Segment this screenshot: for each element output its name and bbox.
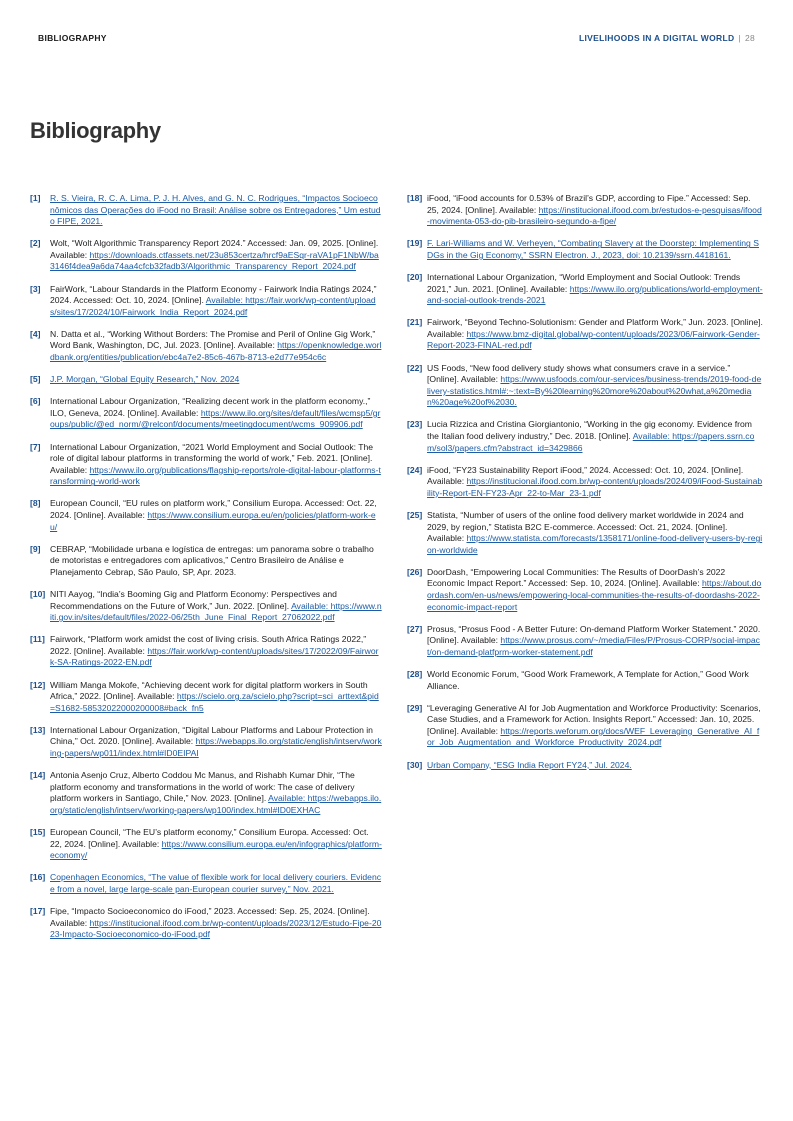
reference-entry (30, 872, 382, 895)
reference-number: [14] (30, 770, 46, 781)
reference-number: [28] (407, 669, 423, 679)
references-right-column (407, 193, 763, 782)
reference-text: Fipe, “Impacto Socioeconomico do iFood,” 2023. Accessed: Sep. 25, 2024. [Online]. Available: (50, 905, 370, 928)
reference-number: [21] (407, 317, 423, 328)
reference-body (50, 680, 382, 715)
reference-link[interactable]: Copenhagen Economics, “The value of flexible work for local delivery couriers. Evidence from a novel, large large-scale pan-European courier survey,” Nov. 2021. (50, 872, 382, 894)
reference-text: US Foods, “New food delivery study shows what consumers crave in a service.” [Online]. Available: (427, 362, 731, 385)
reference-number: [12] (30, 679, 46, 690)
reference-link[interactable]: F. Lari-Williams and W. Verheyen, “Combating Slavery at the Doorstep: Implementing SDGs in the Gig Economy,” SSRN Electron. J., 2023, doi: 10.2139/ssrn.4418161. (427, 238, 759, 260)
reference-body (427, 567, 763, 613)
reference-number: [27] (407, 623, 423, 634)
reference-entry (30, 770, 382, 816)
reference-number: [2] (30, 238, 41, 249)
running-header-right (579, 33, 755, 43)
reference-body (50, 770, 382, 816)
reference-link[interactable]: https://www.ilo.org/publications/world-employment-and-social-outlook-trends-2021 (427, 283, 763, 306)
reference-body (50, 442, 382, 488)
reference-entry (30, 589, 382, 624)
reference-text: Lucia Rizzica and Cristina Giorgiantonio, “Working in the gig economy. Evidence from the Italian food delivery industry,” Dec. 2018. [Online]. (427, 419, 752, 441)
reference-link[interactable]: https://www.ilo.org/publications/flagship-reports/role-digital-labour-platforms-transforming-world-work (50, 464, 381, 487)
reference-body (50, 374, 382, 386)
reference-link[interactable]: https://www.ilo.org/sites/default/files/wcmsp5/groups/public/@ed_norm/@relconf/documents/meetingdocument/wcms_909906.pdf (50, 407, 381, 430)
reference-link[interactable]: https://www.bmz-digital.global/wp-content/uploads/2023/06/Fairwork-Gender-Report-2023-FINAL-red.pdf (427, 328, 760, 351)
reference-entry (30, 827, 382, 862)
reference-text: International Labour Organization, “Digital Labour Platforms and Labour Protection in China,” Oct. 2020. [Online]. Available: (50, 724, 373, 747)
reference-body (427, 238, 763, 261)
reference-number: [13] (30, 724, 46, 735)
reference-entry (407, 363, 763, 409)
page-number: 28 (744, 33, 755, 43)
reference-number: [20] (407, 271, 423, 282)
reference-entry (407, 419, 763, 454)
reference-link[interactable]: J.P. Morgan, “Global Equity Research,” Nov. 2024 (50, 374, 240, 385)
reference-entry (407, 567, 763, 613)
reference-text: European Council, “EU rules on platform work,” Consilium Europa. Accessed: Oct. 22, 2024. [Online]. Available: (50, 498, 377, 520)
reference-number: [16] (30, 872, 46, 883)
reference-number: [22] (407, 362, 423, 373)
reference-entry (407, 760, 763, 772)
reference-text: European Council, “The EU’s platform economy,” Consilium Europa. Accessed: Oct. 22, 2024. [Online]. Available: (50, 826, 369, 849)
reference-number: [26] (407, 566, 423, 577)
reference-link[interactable]: R. S. Vieira, R. C. A. Lima, P. J. H. Alves, and G. N. C. Rodrigues, “Impactos Socioeconômicos das Operações do iFood no Brasil: Análise sobre os Entregadores,” Um estudo FIPE, 2021. (50, 193, 381, 227)
reference-number: [6] (30, 396, 41, 407)
reference-link[interactable]: https://www.consilium.europa.eu/en/policies/platform-work-eu/ (50, 509, 376, 532)
reference-number: [9] (30, 543, 41, 554)
reference-link[interactable]: Urban Company, “ESG India Report FY24,” Jul. 2024. (427, 759, 632, 770)
reference-entry (30, 396, 382, 431)
reference-body (427, 669, 763, 692)
reference-link[interactable]: Available: https://webapps.ilo.org/static/english/intserv/working-papers/wp100/index.html#ID0EXHAC (50, 793, 382, 815)
reference-entry (30, 442, 382, 488)
reference-number: [19] (407, 238, 423, 249)
reference-entry (407, 703, 763, 749)
reference-link[interactable]: https://webapps.ilo.org/static/english/intserv/working-papers/wp011/index.html#ID0EIPAI (50, 736, 382, 758)
reference-body (427, 624, 763, 659)
running-header-doc-title: LIVELIHOODS IN A DIGITAL WORLD (579, 33, 735, 43)
references-left-column (30, 193, 382, 951)
reference-entry (30, 680, 382, 715)
running-header-section: BIBLIOGRAPHY (38, 33, 107, 43)
reference-body (50, 498, 382, 533)
reference-text: Antonia Asenjo Cruz, Alberto Coddou Mc Manus, and Rishabh Kumar Dhir, “The platform economy and transformations in the world of work: The case of delivery platform workers in Santiago, Chile,” Nov. 2023. [Online]. (50, 770, 355, 804)
reference-number: [29] (407, 702, 423, 713)
reference-link[interactable]: https://www.prosus.com/~/media/Files/P/Prosus-CORP/social-impact/on-demand-platfprm-worker-statement.pdf (427, 635, 760, 657)
reference-text: Prosus, “Prosus Food - A Better Future: On-demand Platform Worker Statement.” 2020. [Online]. Available: (427, 623, 761, 646)
reference-text: iFood, “FY23 Sustainability Report iFood,” 2024. Accessed: Oct. 10, 2024. [Online]. Available: (427, 464, 744, 487)
reference-text: Statista, “Number of users of the online food delivery market worldwide in 2024 and 2029, by region,” Statista B2C E-commerce. Accessed: Oct. 21, 2024. [Online]. Available: (427, 509, 744, 544)
reference-body (427, 193, 763, 228)
reference-body (50, 544, 382, 579)
reference-body (50, 396, 382, 431)
reference-entry (30, 544, 382, 579)
reference-link[interactable]: https://institucional.ifood.com.br/estudos-e-pesquisas/ifood-movimenta-053-do-pib-brasileiro-segundo-a-fipe/ (427, 204, 762, 227)
reference-body (50, 872, 382, 895)
reference-body (427, 703, 763, 749)
reference-body (50, 589, 382, 624)
reference-number: [7] (30, 441, 41, 452)
reference-body (427, 363, 763, 409)
reference-link[interactable]: https://institucional.ifood.com.br/wp-content/uploads/2023/12/Estudo-Fipe-2023-Impacto-Socioeconomico-do-iFood.pdf (50, 917, 382, 940)
running-header-separator: | (738, 33, 741, 43)
reference-body (50, 725, 382, 760)
reference-number: [10] (30, 588, 46, 599)
reference-body (50, 906, 382, 941)
reference-entry (407, 238, 763, 261)
reference-text: CEBRAP, “Mobilidade urbana e logística de entregas: um panorama sobre o trabalho de motoristas e entregadores com aplicativos,” Centro Brasileiro de Análise e Planejamento Cebrap, São Paulo, SP, Apr. 2023. (50, 543, 374, 577)
reference-entry (407, 272, 763, 307)
reference-number: [18] (407, 193, 423, 203)
reference-body (427, 465, 763, 500)
reference-link[interactable]: https://fair.work/wp-content/uploads/sites/17/2022/09/Fairwork-SA-Ratings-2022-EN.pdf (50, 645, 379, 668)
reference-entry (30, 329, 382, 364)
reference-entry (30, 498, 382, 533)
reference-link[interactable]: Available: https://www.niti.gov.in/sites/default/files/2022-06/25th_June_Final_Report_27062022.pdf (50, 600, 382, 623)
reference-number: [5] (30, 374, 41, 385)
reference-link[interactable]: https://about.doordash.com/en-us/news/empowering-local-communities-the-results-of-doordashs-2022-economic-impact-report (427, 578, 762, 612)
reference-number: [3] (30, 283, 41, 294)
reference-text: World Economic Forum, “Good Work Framework, A Template for Action,” Good Work Alliance. (427, 669, 749, 691)
reference-text: NITI Aayog, “India’s Booming Gig and Platform Economy: Perspectives and Recommendations on the Future of Work,” Jun. 2022. [Online]. (50, 588, 337, 611)
reference-text: Fairwork, “Beyond Techno-Solutionism: Gender and Platform Work,” Jun. 2023. [Online]. Available: (427, 317, 763, 339)
reference-link[interactable]: https://reports.weforum.org/docs/WEF_Leveraging_Generative_AI_for_Job_Augmentation_and_Workforce_Productivity_2024.pdf (427, 725, 760, 748)
reference-body (50, 238, 382, 273)
reference-text: DoorDash, “Empowering Local Communities: The Results of DoorDash’s 2022 Economic Impact Report.” Accessed: Sep. 10, 2024. [Online]. Available: (427, 566, 726, 589)
reference-entry (407, 465, 763, 500)
reference-link[interactable]: https://www.consilium.europa.eu/en/infographics/platform-economy/ (50, 838, 382, 861)
reference-entry (407, 624, 763, 659)
reference-text: International Labour Organization, “Realizing decent work in the platform economy.,” ILO, Geneva, 2024. [Online]. Available: (50, 396, 371, 418)
reference-entry (30, 284, 382, 319)
reference-number: [17] (30, 905, 46, 916)
reference-entry (30, 906, 382, 941)
reference-body (50, 634, 382, 669)
reference-entry (30, 238, 382, 273)
reference-number: [24] (407, 464, 423, 475)
reference-number: [1] (30, 193, 41, 203)
reference-number: [25] (407, 509, 423, 520)
reference-number: [15] (30, 826, 46, 837)
reference-text: William Manga Mokofe, “Achieving decent work for digital platform workers in South Africa,” 2022. [Online]. Available: (50, 679, 368, 702)
reference-link[interactable]: Available: https://fair.work/wp-content/uploads/sites/17/2024/10/Fairwork_India_Report_2024.pdf (50, 295, 376, 317)
reference-entry (30, 634, 382, 669)
reference-entry (30, 374, 382, 386)
reference-body (427, 419, 763, 454)
reference-entry (407, 317, 763, 352)
reference-number: [11] (30, 634, 45, 645)
reference-entry (30, 725, 382, 760)
reference-body (427, 317, 763, 352)
reference-number: [4] (30, 328, 41, 339)
reference-text: N. Datta et al., “Working Without Borders: The Promise and Peril of Online Gig Work,” Word Bank, Washington, DC, Jul. 2023. [Online]. Available: (50, 328, 376, 351)
reference-text: Wolt, “Wolt Algorithmic Transparency Report 2024.” Accessed: Jan. 09, 2025. [Online]. Available: (50, 238, 379, 260)
reference-entry (407, 669, 763, 692)
reference-entry (30, 193, 382, 228)
reference-body (50, 193, 382, 228)
reference-body (50, 284, 382, 319)
page-title: Bibliography (30, 118, 161, 143)
reference-body (50, 329, 382, 364)
reference-entry (407, 510, 763, 556)
reference-link[interactable]: https://www.statista.com/forecasts/1358171/online-food-delivery-users-by-region-worldwide (427, 533, 763, 555)
reference-link[interactable]: https://scielo.org.za/scielo.php?script=sci_arttext&pid=S1682-58532022000200008#back_fn5 (50, 691, 379, 713)
reference-body (427, 272, 763, 307)
reference-text: Fairwork, “Platform work amidst the cost of living crisis. South Africa Ratings 2022,” 2022. [Online]. Available: (50, 634, 367, 656)
reference-text: iFood, “iFood accounts for 0.53% of Brazil’s GDP, according to Fipe.” Accessed: Sep. 25, 2024. [Online]. Available: (427, 193, 751, 215)
reference-text: “Leveraging Generative AI for Job Augmentation and Workforce Productivity: Scenarios, Case Studies, and a Framework for Action. Insights Report.” Accessed: Jan. 10, 2025. [Online]. Available: (427, 702, 761, 736)
reference-link[interactable]: https://institucional.ifood.com.br/wp-content/uploads/2024/09/iFood-Sustainability-Report-EN-FY23-Apr_22-to-Mar_23-1.pdf (427, 476, 763, 498)
reference-entry (407, 193, 763, 228)
reference-number: [8] (30, 498, 41, 509)
reference-link[interactable]: https://www.usfoods.com/our-services/business-trends/2019-food-delivery-statistics.html#:~:text=By%20learning%20more%20about%20what,a%20median%20age%20of%2030. (427, 374, 762, 408)
reference-body (427, 510, 763, 556)
reference-number: [23] (407, 419, 423, 430)
reference-body (50, 827, 382, 862)
reference-text: International Labour Organization, “2021 World Employment and Social Outlook: The role of digital labour platforms in transforming the world of work,” Feb. 2021. [Online]. Available: (50, 441, 374, 475)
reference-number: [30] (407, 759, 423, 770)
reference-text: International Labour Organization, “World Employment and Social Outlook: Trends 2021,” Jun. 2021. [Online]. Available: (427, 271, 741, 294)
reference-link[interactable]: https://downloads.ctfassets.net/23u853certza/hrcf9aESqr-raVA1pF1NbW/ba3146f4dea9a6da74aa4cfcb32fadb3/Algorithmic_Transparency_Report_2024.pdf (50, 249, 379, 272)
reference-link[interactable]: Available: https://papers.ssrn.com/sol3/papers.cfm?abstract_id=3429866 (427, 431, 755, 453)
reference-text: FairWork, “Labour Standards in the Platform Economy - Fairwork India Ratings 2024,” 2024. Accessed: Oct. 10, 2024. [Online]. (50, 283, 377, 306)
reference-body (427, 760, 763, 772)
reference-link[interactable]: https://openknowledge.worldbank.org/entities/publication/ebc4a7e2-85c6-467b-8713-e2d77e954c6c (50, 340, 382, 363)
